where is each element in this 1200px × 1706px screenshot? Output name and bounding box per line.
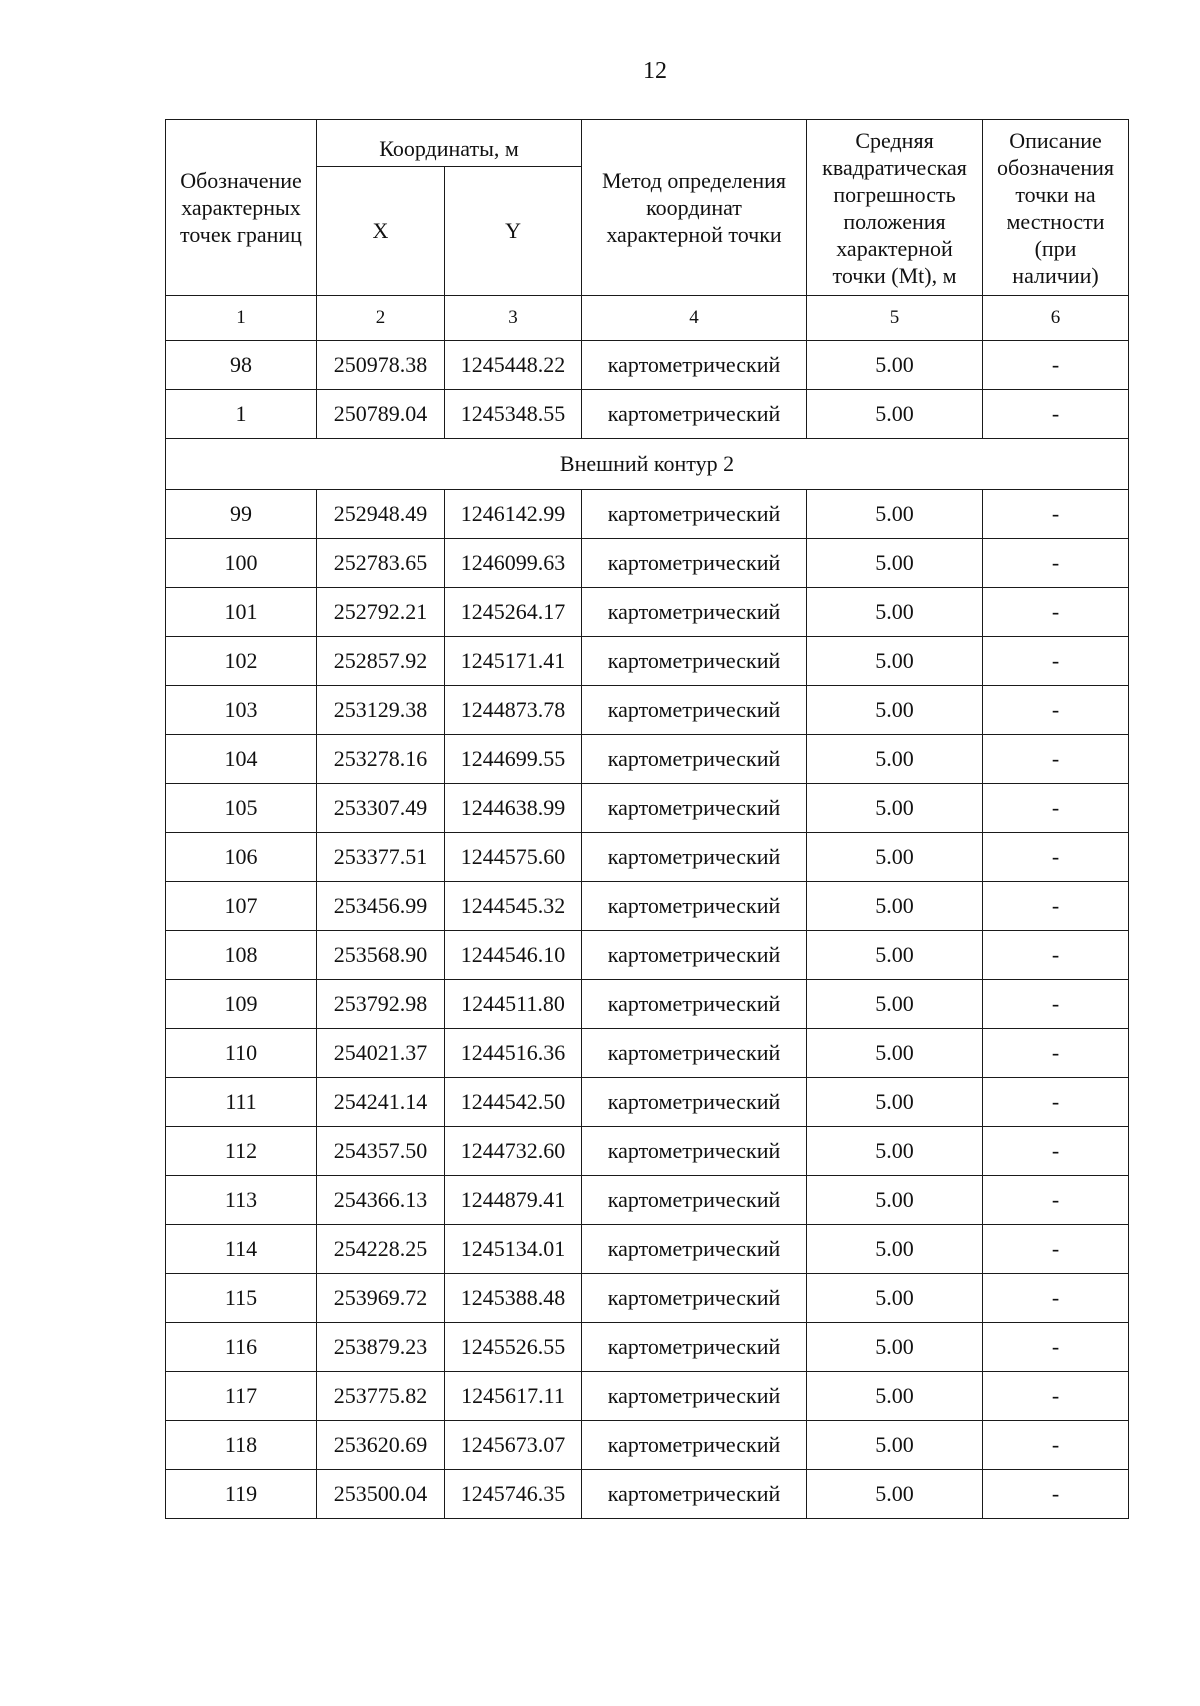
method-cell: картометрический bbox=[582, 539, 807, 588]
contour-title: Внешний контур 2 bbox=[166, 439, 1129, 490]
coord-y-cell: 1244879.41 bbox=[445, 1176, 582, 1225]
mean-error-cell: 5.00 bbox=[807, 588, 983, 637]
point-id-cell: 108 bbox=[166, 931, 317, 980]
coordinates-table bbox=[165, 119, 1129, 1519]
header-description: Описание обозначения точки на местности (при наличии) bbox=[983, 120, 1129, 296]
coord-y-cell: 1245134.01 bbox=[445, 1225, 582, 1274]
table-row bbox=[166, 1323, 1129, 1372]
description-cell: - bbox=[983, 1470, 1129, 1519]
mean-error-cell: 5.00 bbox=[807, 784, 983, 833]
description-cell: - bbox=[983, 833, 1129, 882]
table-row bbox=[166, 1372, 1129, 1421]
coord-y-cell: 1244542.50 bbox=[445, 1078, 582, 1127]
coord-y-cell: 1245673.07 bbox=[445, 1421, 582, 1470]
description-cell: - bbox=[983, 1323, 1129, 1372]
mean-error-cell: 5.00 bbox=[807, 1470, 983, 1519]
method-cell: картометрический bbox=[582, 1323, 807, 1372]
header-point-designation: Обозначение характерных точек границ bbox=[166, 120, 317, 296]
coord-y-cell: 1245171.41 bbox=[445, 637, 582, 686]
table-row bbox=[166, 931, 1129, 980]
point-id-cell: 118 bbox=[166, 1421, 317, 1470]
table-row bbox=[166, 1078, 1129, 1127]
point-id-cell: 113 bbox=[166, 1176, 317, 1225]
table-row bbox=[166, 1470, 1129, 1519]
mean-error-cell: 5.00 bbox=[807, 1323, 983, 1372]
coord-x-cell: 250978.38 bbox=[317, 341, 445, 390]
method-cell: картометрический bbox=[582, 1274, 807, 1323]
table-row bbox=[166, 1029, 1129, 1078]
description-cell: - bbox=[983, 390, 1129, 439]
method-cell: картометрический bbox=[582, 1372, 807, 1421]
coord-y-cell: 1245617.11 bbox=[445, 1372, 582, 1421]
header-mean-error: Средняя квадратическая погрешность положения характерной точки (Mt), м bbox=[807, 120, 983, 296]
point-id-cell: 107 bbox=[166, 882, 317, 931]
method-cell: картометрический bbox=[582, 735, 807, 784]
description-cell: - bbox=[983, 1029, 1129, 1078]
coord-x-cell: 254241.14 bbox=[317, 1078, 445, 1127]
table-row bbox=[166, 833, 1129, 882]
coord-y-cell: 1244732.60 bbox=[445, 1127, 582, 1176]
point-id-cell: 99 bbox=[166, 490, 317, 539]
table-row bbox=[166, 735, 1129, 784]
point-id-cell: 100 bbox=[166, 539, 317, 588]
method-cell: картометрический bbox=[582, 588, 807, 637]
table-row bbox=[166, 588, 1129, 637]
point-id-cell: 1 bbox=[166, 390, 317, 439]
column-number: 3 bbox=[445, 296, 582, 341]
mean-error-cell: 5.00 bbox=[807, 882, 983, 931]
mean-error-cell: 5.00 bbox=[807, 1029, 983, 1078]
table-row bbox=[166, 686, 1129, 735]
table-row bbox=[166, 980, 1129, 1029]
mean-error-cell: 5.00 bbox=[807, 341, 983, 390]
point-id-cell: 105 bbox=[166, 784, 317, 833]
table-row bbox=[166, 341, 1129, 390]
point-id-cell: 110 bbox=[166, 1029, 317, 1078]
coord-x-cell: 253500.04 bbox=[317, 1470, 445, 1519]
mean-error-cell: 5.00 bbox=[807, 1225, 983, 1274]
method-cell: картометрический bbox=[582, 390, 807, 439]
table-row bbox=[166, 539, 1129, 588]
point-id-cell: 103 bbox=[166, 686, 317, 735]
coord-x-cell: 252857.92 bbox=[317, 637, 445, 686]
description-cell: - bbox=[983, 735, 1129, 784]
method-cell: картометрический bbox=[582, 341, 807, 390]
coord-x-cell: 254357.50 bbox=[317, 1127, 445, 1176]
description-cell: - bbox=[983, 1078, 1129, 1127]
coord-y-cell: 1245448.22 bbox=[445, 341, 582, 390]
point-id-cell: 115 bbox=[166, 1274, 317, 1323]
coord-y-cell: 1244699.55 bbox=[445, 735, 582, 784]
table-row bbox=[166, 1127, 1129, 1176]
table-row bbox=[166, 882, 1129, 931]
point-id-cell: 116 bbox=[166, 1323, 317, 1372]
point-id-cell: 117 bbox=[166, 1372, 317, 1421]
coord-x-cell: 250789.04 bbox=[317, 390, 445, 439]
mean-error-cell: 5.00 bbox=[807, 931, 983, 980]
contour-section bbox=[166, 439, 1129, 490]
table-row bbox=[166, 490, 1129, 539]
description-cell: - bbox=[983, 1421, 1129, 1470]
mean-error-cell: 5.00 bbox=[807, 1078, 983, 1127]
description-cell: - bbox=[983, 637, 1129, 686]
coord-y-cell: 1244545.32 bbox=[445, 882, 582, 931]
coord-x-cell: 253456.99 bbox=[317, 882, 445, 931]
description-cell: - bbox=[983, 1274, 1129, 1323]
method-cell: картометрический bbox=[582, 1127, 807, 1176]
coord-x-cell: 253307.49 bbox=[317, 784, 445, 833]
coord-y-cell: 1246142.99 bbox=[445, 490, 582, 539]
coord-y-cell: 1244873.78 bbox=[445, 686, 582, 735]
coord-y-cell: 1245348.55 bbox=[445, 390, 582, 439]
method-cell: картометрический bbox=[582, 637, 807, 686]
mean-error-cell: 5.00 bbox=[807, 539, 983, 588]
point-id-cell: 109 bbox=[166, 980, 317, 1029]
coord-y-cell: 1246099.63 bbox=[445, 539, 582, 588]
table-row bbox=[166, 390, 1129, 439]
method-cell: картометрический bbox=[582, 1176, 807, 1225]
table-row bbox=[166, 1225, 1129, 1274]
coord-x-cell: 252783.65 bbox=[317, 539, 445, 588]
coord-y-cell: 1244511.80 bbox=[445, 980, 582, 1029]
contour-title-row bbox=[166, 439, 1129, 490]
header-method: Метод определения координат характерной точки bbox=[582, 120, 807, 296]
coord-x-cell: 253620.69 bbox=[317, 1421, 445, 1470]
point-id-cell: 101 bbox=[166, 588, 317, 637]
method-cell: картометрический bbox=[582, 686, 807, 735]
column-number: 1 bbox=[166, 296, 317, 341]
coord-x-cell: 252792.21 bbox=[317, 588, 445, 637]
coord-x-cell: 253568.90 bbox=[317, 931, 445, 980]
method-cell: картометрический bbox=[582, 931, 807, 980]
point-id-cell: 111 bbox=[166, 1078, 317, 1127]
description-cell: - bbox=[983, 1372, 1129, 1421]
mean-error-cell: 5.00 bbox=[807, 1372, 983, 1421]
table-row bbox=[166, 1176, 1129, 1225]
coord-x-cell: 253969.72 bbox=[317, 1274, 445, 1323]
description-cell: - bbox=[983, 980, 1129, 1029]
description-cell: - bbox=[983, 686, 1129, 735]
description-cell: - bbox=[983, 1225, 1129, 1274]
method-cell: картометрический bbox=[582, 1421, 807, 1470]
mean-error-cell: 5.00 bbox=[807, 1176, 983, 1225]
point-id-cell: 106 bbox=[166, 833, 317, 882]
mean-error-cell: 5.00 bbox=[807, 833, 983, 882]
mean-error-cell: 5.00 bbox=[807, 390, 983, 439]
header-x: X bbox=[317, 167, 445, 296]
rows-before-contour bbox=[166, 341, 1129, 439]
method-cell: картометрический bbox=[582, 882, 807, 931]
header-y: Y bbox=[445, 167, 582, 296]
rows-after-contour bbox=[166, 490, 1129, 1519]
mean-error-cell: 5.00 bbox=[807, 735, 983, 784]
mean-error-cell: 5.00 bbox=[807, 1127, 983, 1176]
coord-x-cell: 254228.25 bbox=[317, 1225, 445, 1274]
point-id-cell: 119 bbox=[166, 1470, 317, 1519]
description-cell: - bbox=[983, 341, 1129, 390]
method-cell: картометрический bbox=[582, 833, 807, 882]
column-number: 5 bbox=[807, 296, 983, 341]
column-number: 4 bbox=[582, 296, 807, 341]
method-cell: картометрический bbox=[582, 784, 807, 833]
point-id-cell: 104 bbox=[166, 735, 317, 784]
coord-y-cell: 1245746.35 bbox=[445, 1470, 582, 1519]
table-row bbox=[166, 1274, 1129, 1323]
coord-y-cell: 1245264.17 bbox=[445, 588, 582, 637]
description-cell: - bbox=[983, 490, 1129, 539]
description-cell: - bbox=[983, 539, 1129, 588]
description-cell: - bbox=[983, 588, 1129, 637]
description-cell: - bbox=[983, 882, 1129, 931]
mean-error-cell: 5.00 bbox=[807, 686, 983, 735]
header-coordinates: Координаты, м bbox=[317, 120, 582, 167]
coord-y-cell: 1244575.60 bbox=[445, 833, 582, 882]
column-number: 6 bbox=[983, 296, 1129, 341]
table-row bbox=[166, 1421, 1129, 1470]
method-cell: картометрический bbox=[582, 980, 807, 1029]
table-row bbox=[166, 637, 1129, 686]
header-row bbox=[166, 120, 1129, 167]
coord-y-cell: 1244638.99 bbox=[445, 784, 582, 833]
point-id-cell: 102 bbox=[166, 637, 317, 686]
description-cell: - bbox=[983, 931, 1129, 980]
point-id-cell: 112 bbox=[166, 1127, 317, 1176]
method-cell: картометрический bbox=[582, 1078, 807, 1127]
coord-x-cell: 254366.13 bbox=[317, 1176, 445, 1225]
coord-y-cell: 1245526.55 bbox=[445, 1323, 582, 1372]
coord-y-cell: 1244546.10 bbox=[445, 931, 582, 980]
point-id-cell: 98 bbox=[166, 341, 317, 390]
mean-error-cell: 5.00 bbox=[807, 980, 983, 1029]
coord-x-cell: 253377.51 bbox=[317, 833, 445, 882]
mean-error-cell: 5.00 bbox=[807, 490, 983, 539]
column-number-row bbox=[166, 296, 1129, 341]
coord-y-cell: 1244516.36 bbox=[445, 1029, 582, 1078]
mean-error-cell: 5.00 bbox=[807, 1421, 983, 1470]
coord-x-cell: 254021.37 bbox=[317, 1029, 445, 1078]
coord-x-cell: 253129.38 bbox=[317, 686, 445, 735]
coord-y-cell: 1245388.48 bbox=[445, 1274, 582, 1323]
description-cell: - bbox=[983, 1176, 1129, 1225]
method-cell: картометрический bbox=[582, 490, 807, 539]
point-id-cell: 114 bbox=[166, 1225, 317, 1274]
description-cell: - bbox=[983, 1127, 1129, 1176]
coord-x-cell: 253792.98 bbox=[317, 980, 445, 1029]
coord-x-cell: 252948.49 bbox=[317, 490, 445, 539]
coord-x-cell: 253879.23 bbox=[317, 1323, 445, 1372]
page-number: 12 bbox=[643, 58, 667, 84]
method-cell: картометрический bbox=[582, 1029, 807, 1078]
mean-error-cell: 5.00 bbox=[807, 637, 983, 686]
method-cell: картометрический bbox=[582, 1470, 807, 1519]
coord-x-cell: 253278.16 bbox=[317, 735, 445, 784]
coord-x-cell: 253775.82 bbox=[317, 1372, 445, 1421]
column-number: 2 bbox=[317, 296, 445, 341]
method-cell: картометрический bbox=[582, 1225, 807, 1274]
mean-error-cell: 5.00 bbox=[807, 1274, 983, 1323]
table-row bbox=[166, 784, 1129, 833]
description-cell: - bbox=[983, 784, 1129, 833]
